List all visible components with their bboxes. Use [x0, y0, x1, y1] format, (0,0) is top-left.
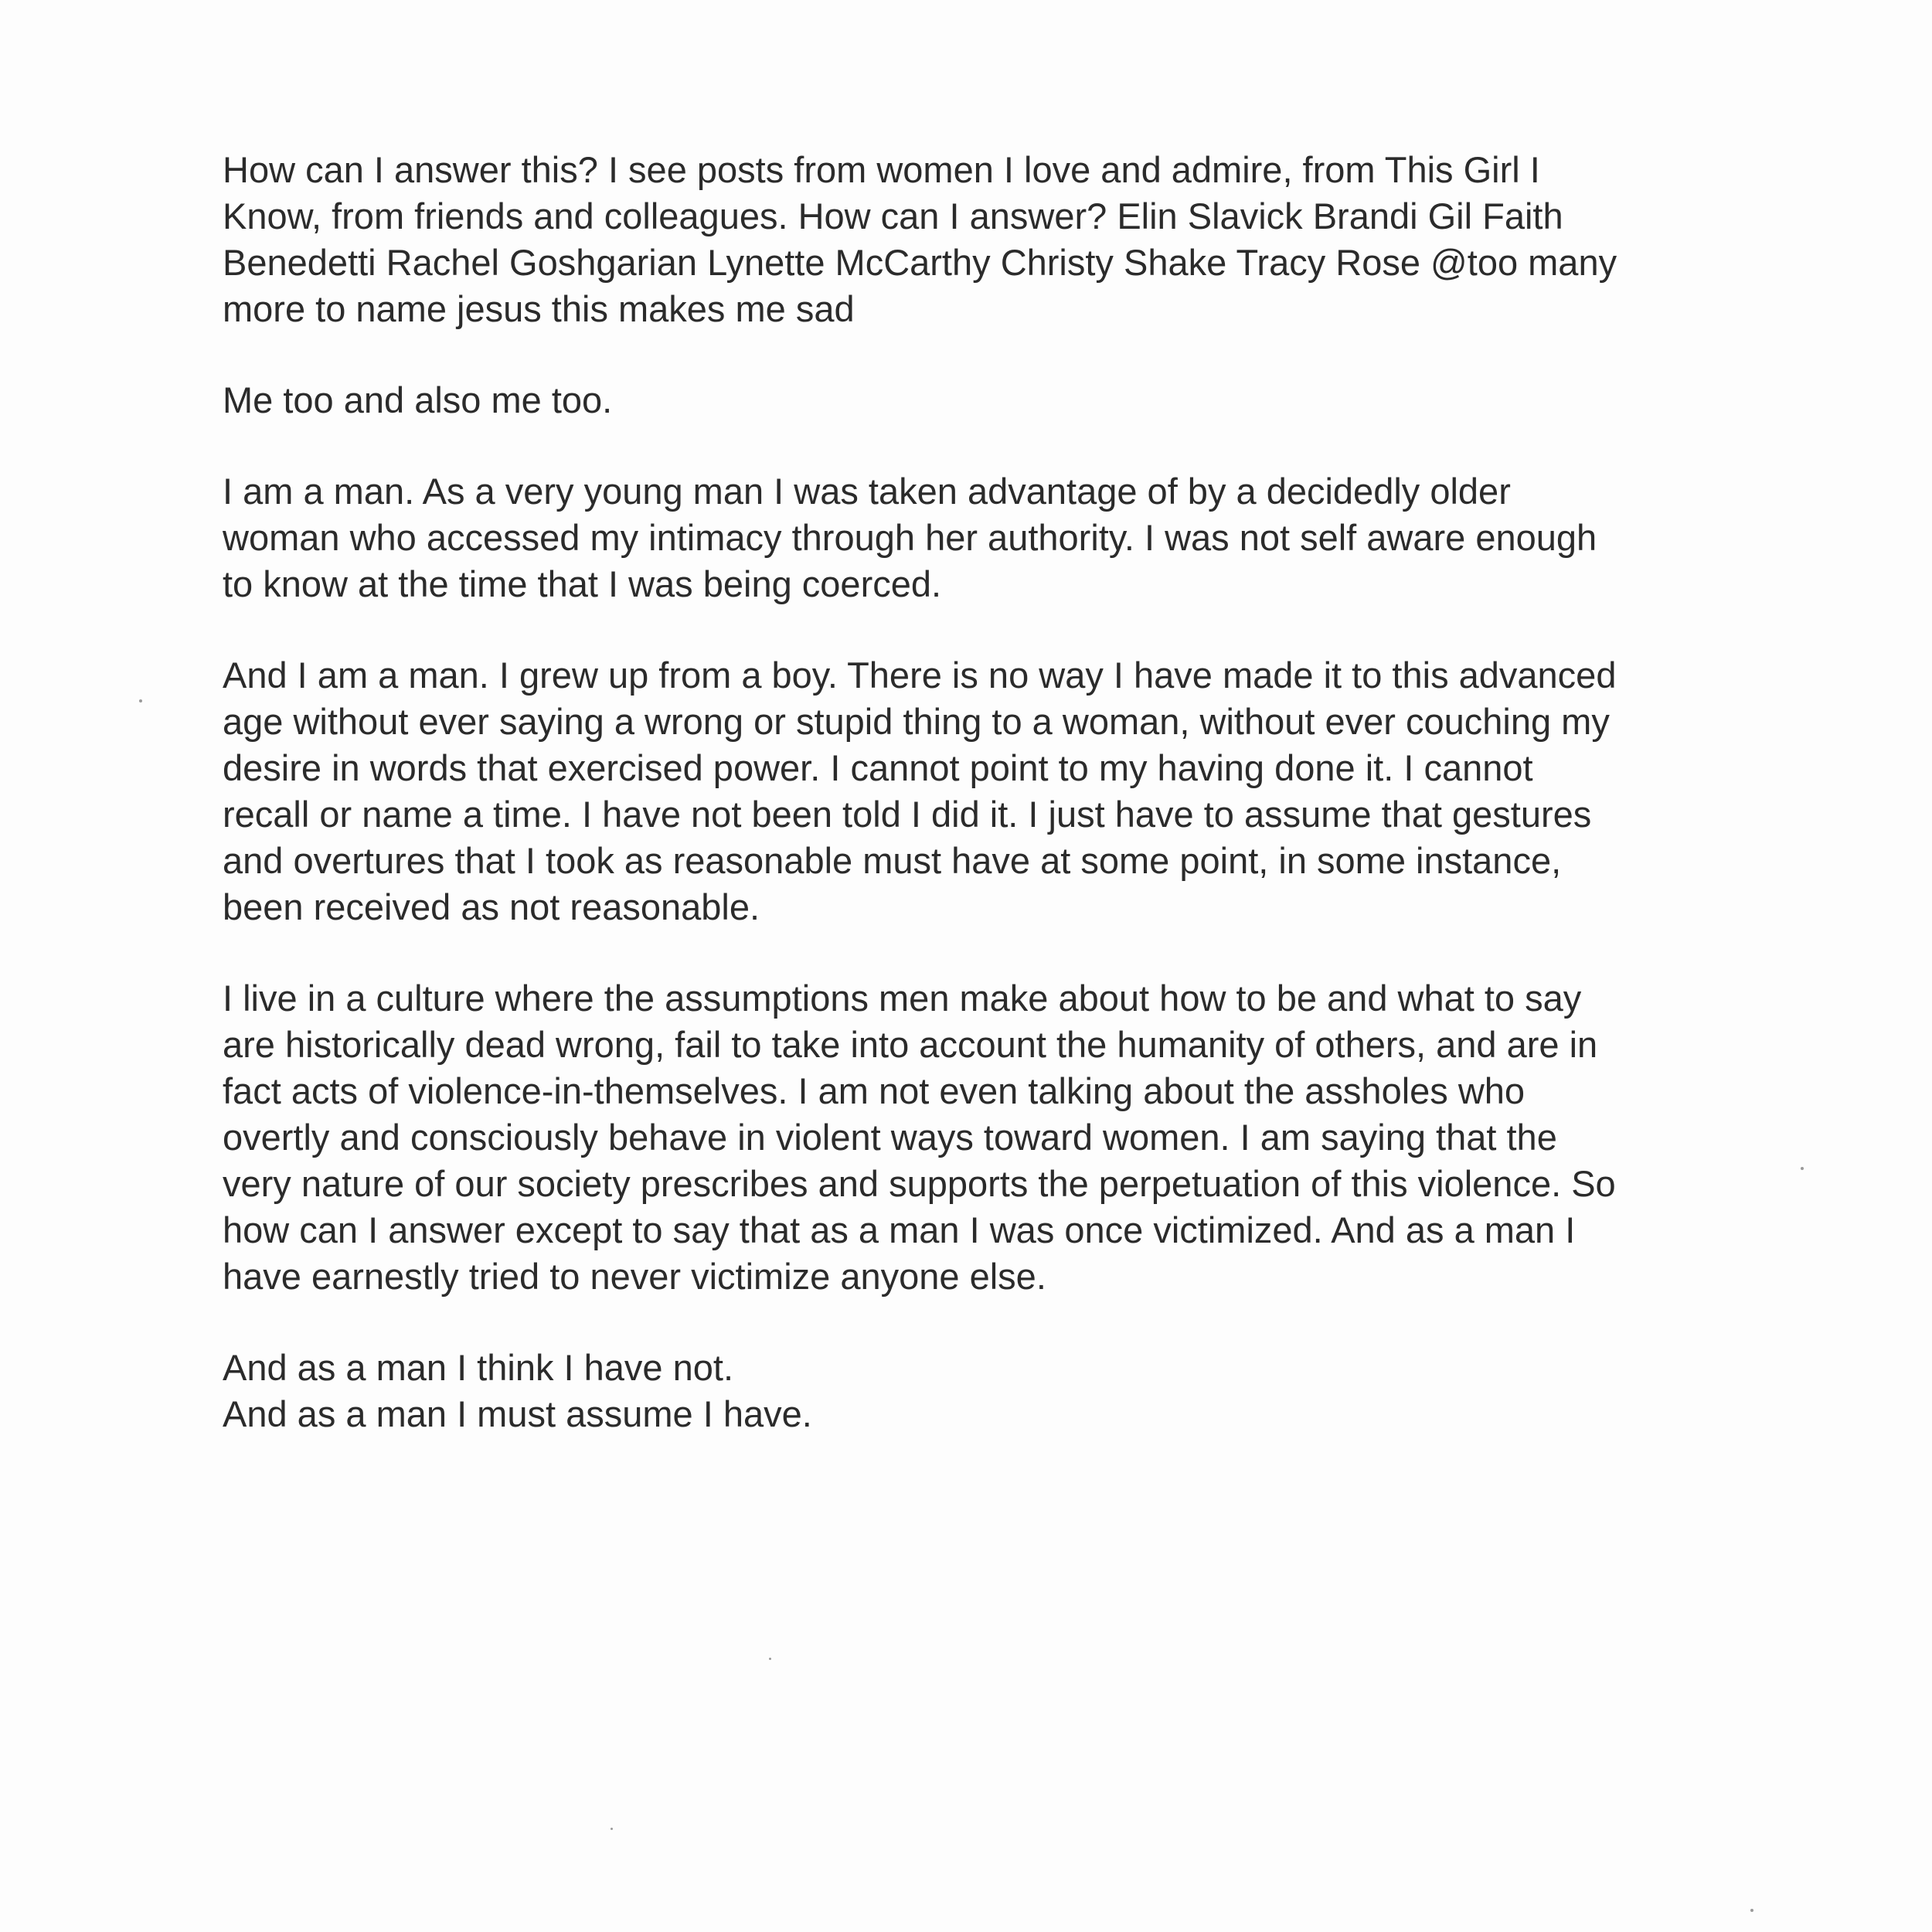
paragraph-3	[223, 468, 1722, 607]
text-line: How can I answer this? I see posts from women I love and admire, from This Girl I	[223, 149, 1540, 190]
scan-speck	[611, 1828, 613, 1830]
paragraph-2	[223, 377, 1722, 423]
paragraph-1	[223, 147, 1722, 332]
paragraph-4	[223, 652, 1722, 930]
text-line: woman who accessed my intimacy through her authority. I was not self aware enough	[223, 517, 1597, 558]
text-line: Me too and also me too.	[223, 379, 613, 420]
text-line: to know at the time that I was being coerced.	[223, 563, 942, 604]
text-line: very nature of our society prescribes and supports the perpetuation of this violence. So	[223, 1163, 1616, 1204]
text-line: Know, from friends and colleagues. How can I answer? Elin Slavick Brandi Gil Faith	[223, 196, 1563, 236]
text-line: fact acts of violence-in-themselves. I am not even talking about the assholes who	[223, 1070, 1526, 1111]
text-line: have earnestly tried to never victimize anyone else.	[223, 1256, 1046, 1297]
text-line: And as a man I must assume I have.	[223, 1393, 812, 1434]
text-line: And as a man I think I have not.	[223, 1347, 734, 1388]
scan-speck	[1750, 1909, 1753, 1912]
text-line: I live in a culture where the assumptions men make about how to be and what to say	[223, 978, 1582, 1019]
text-line: I am a man. As a very young man I was taken advantage of by a decidedly older	[223, 471, 1511, 512]
text-line: been received as not reasonable.	[223, 886, 760, 927]
text-line: how can I answer except to say that as a man I was once victimized. And as a man I	[223, 1209, 1576, 1250]
text-line: are historically dead wrong, fail to take into account the humanity of others, and are in	[223, 1024, 1598, 1065]
text-line: recall or name a time. I have not been told I did it. I just have to assume that gestures	[223, 794, 1592, 835]
text-line: more to name jesus this makes me sad	[223, 288, 855, 329]
scan-speck	[769, 1658, 771, 1660]
scan-speck	[1801, 1167, 1804, 1170]
text-line: And I am a man. I grew up from a boy. There is no way I have made it to this advanced	[223, 655, 1617, 696]
text-line: overtly and consciously behave in violent ways toward women. I am saying that the	[223, 1117, 1557, 1158]
text-line: age without ever saying a wrong or stupid thing to a woman, without ever couching my	[223, 701, 1610, 742]
text-line: and overtures that I took as reasonable must have at some point, in some instance,	[223, 840, 1562, 881]
text-line: Benedetti Rachel Goshgarian Lynette McCarthy Christy Shake Tracy Rose @too many	[223, 242, 1617, 283]
letter-body	[223, 147, 1722, 1482]
paragraph-5	[223, 975, 1722, 1300]
paragraph-6	[223, 1345, 1722, 1437]
scan-speck	[139, 699, 142, 702]
text-line: desire in words that exercised power. I cannot point to my having done it. I cannot	[223, 747, 1533, 788]
